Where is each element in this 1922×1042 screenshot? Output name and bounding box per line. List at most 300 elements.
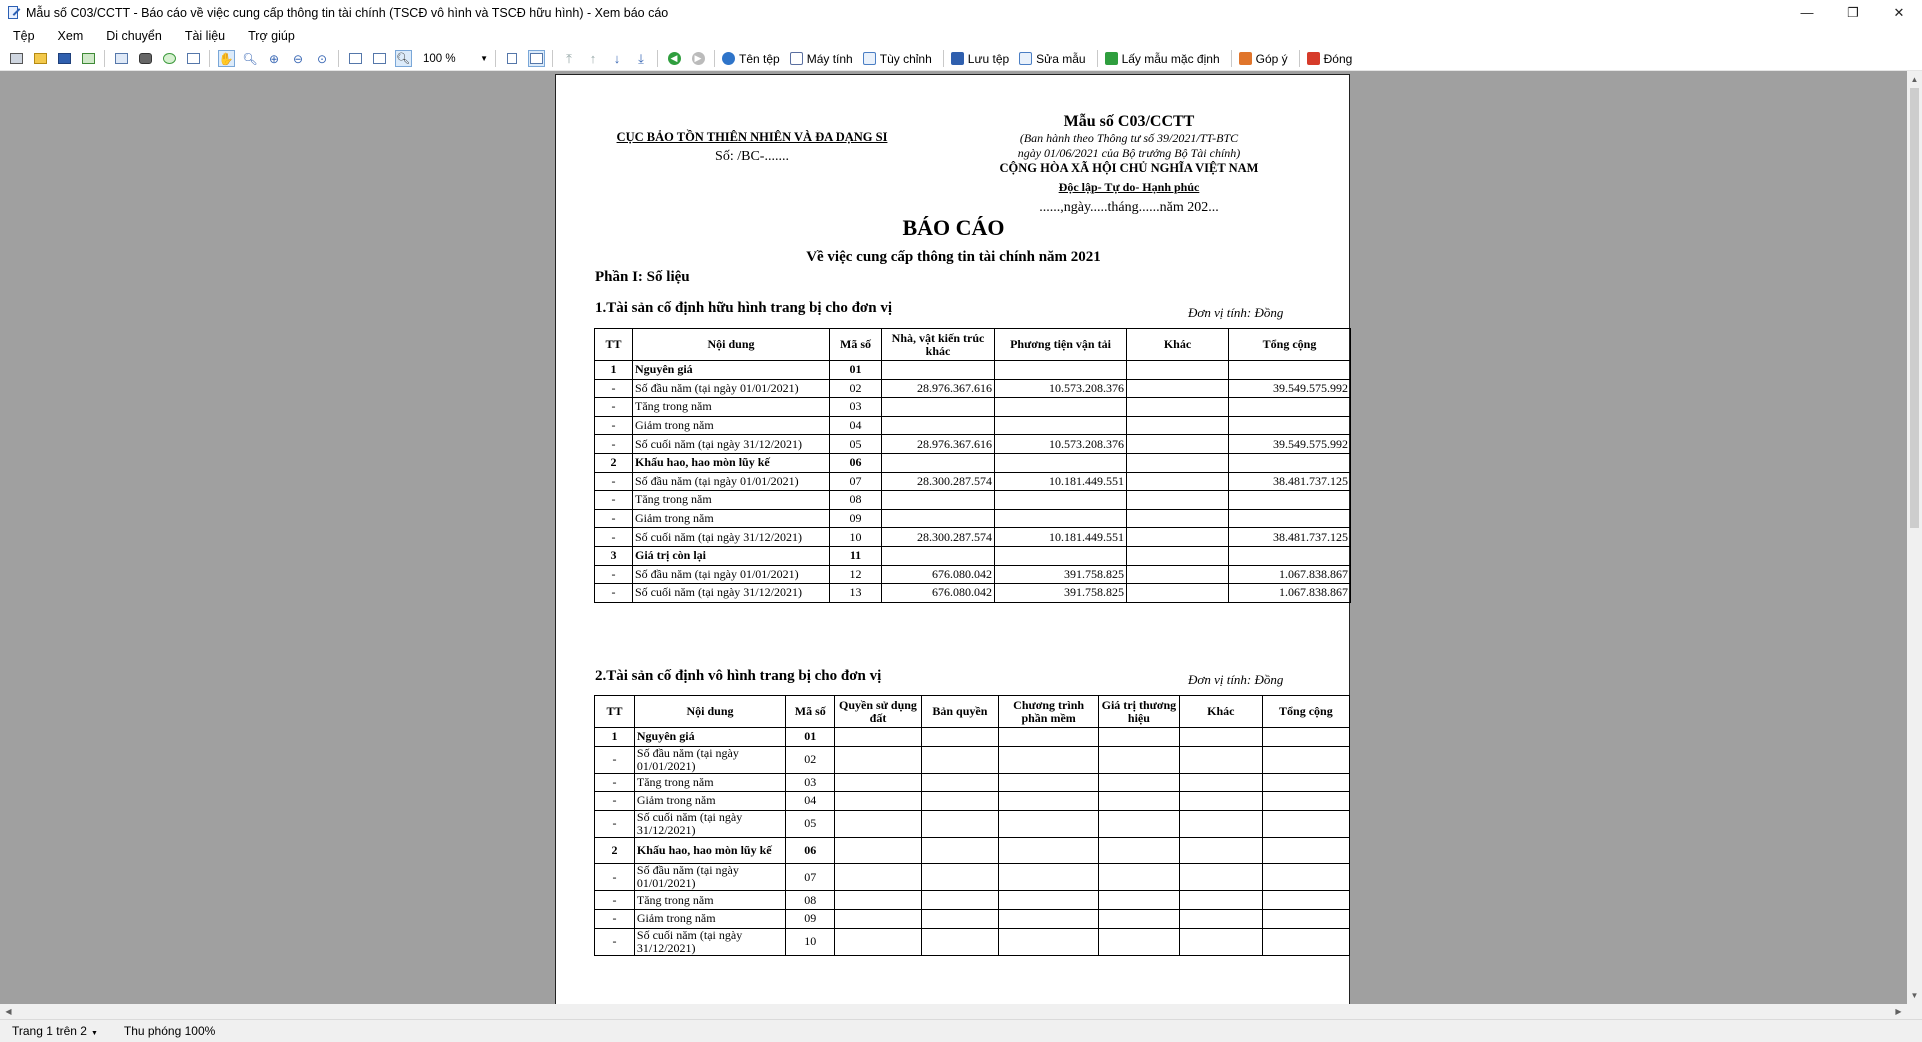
back-icon[interactable]: ◀: [666, 50, 683, 67]
organization-name: CỤC BẢO TỒN THIÊN NHIÊN VÀ ĐA DẠNG SI: [616, 130, 888, 144]
row-tt: -: [595, 398, 633, 417]
report-viewer-app-icon: [6, 6, 20, 20]
toolbar-separator: [552, 50, 553, 67]
row-tt: -: [595, 584, 633, 603]
row-other-value: [1127, 379, 1229, 398]
scroll-right-icon[interactable]: ▶: [1895, 1007, 1902, 1016]
row-value-cell: [1179, 928, 1262, 955]
hand-tool-icon[interactable]: ✋: [218, 51, 234, 66]
col-header-code: Mã số: [786, 696, 835, 728]
row-code: 04: [786, 792, 835, 811]
row-content: Tăng trong năm: [633, 398, 830, 417]
table-row: [595, 379, 1351, 398]
row-total-value: 39.549.575.992: [1229, 435, 1351, 454]
row-other-value: [1127, 546, 1229, 565]
menu-bar: [0, 25, 1922, 47]
row-tt: 2: [595, 453, 633, 472]
row-value-cell: [999, 810, 1099, 837]
table-row: [595, 472, 1351, 491]
row-value-cell: [1098, 891, 1179, 910]
row-content: Nguyên giá: [633, 361, 830, 380]
row-tt: -: [595, 565, 633, 584]
row-value-cell: [999, 837, 1099, 864]
row-code: 09: [830, 509, 882, 528]
table-row: [595, 810, 1350, 837]
row-code: 07: [830, 472, 882, 491]
row-total-value: [1229, 361, 1351, 380]
row-buildings-value: [882, 398, 995, 417]
row-content: Số cuối năm (tại ngày 31/12/2021): [633, 435, 830, 454]
col-header-land-use-rights: Quyền sử dụng đất: [835, 696, 921, 728]
row-tt: 3: [595, 546, 633, 565]
row-content: Giảm trong năm: [634, 792, 785, 811]
minimize-button[interactable]: —: [1800, 5, 1814, 20]
row-value-cell: [999, 746, 1099, 773]
row-code: 01: [830, 361, 882, 380]
save-file-label: Lưu tệp: [967, 51, 1010, 66]
row-value-cell: [1179, 810, 1262, 837]
row-value-cell: [999, 928, 1099, 955]
row-value-cell: [1179, 864, 1262, 891]
row-tt: 2: [595, 837, 635, 864]
megaphone-icon: [1239, 52, 1252, 65]
row-tt: -: [595, 909, 635, 928]
row-value-cell: [835, 746, 921, 773]
row-value-cell: [835, 864, 921, 891]
row-other-value: [1127, 398, 1229, 417]
row-tt: 1: [595, 361, 633, 380]
table-row: [595, 928, 1350, 955]
row-content: Số cuối năm (tại ngày 31/12/2021): [633, 528, 830, 547]
table-row: [595, 746, 1350, 773]
thumbnails-icon[interactable]: [113, 50, 130, 67]
col-header-vehicles: Phương tiện vận tải: [995, 329, 1127, 361]
vertical-scrollbar[interactable]: [1907, 71, 1922, 1004]
row-value-cell: [1262, 928, 1349, 955]
edit-template-label: Sửa mẫu: [1036, 51, 1086, 66]
row-content: Khấu hao, hao mòn lũy kế: [634, 837, 785, 864]
row-value-cell: [921, 928, 999, 955]
row-code: 04: [830, 416, 882, 435]
row-code: 08: [786, 891, 835, 910]
table-row: [595, 864, 1350, 891]
row-value-cell: [1262, 792, 1349, 811]
table-row: [595, 435, 1351, 454]
row-content: Tăng trong năm: [633, 491, 830, 510]
report-date: ......,ngày.....tháng......năm 202...: [1039, 200, 1219, 215]
zoom-region-icon[interactable]: ⊙: [316, 51, 328, 66]
toolbar-separator: [1299, 50, 1300, 67]
row-buildings-value: [882, 453, 995, 472]
col-header-buildings: Nhà, vật kiến trúc khác: [882, 329, 995, 361]
scrollbar-corner: [1907, 1004, 1922, 1019]
row-tt: -: [595, 416, 633, 435]
row-vehicles-value: 10.573.208.376: [995, 435, 1127, 454]
row-buildings-value: [882, 546, 995, 565]
row-value-cell: [921, 837, 999, 864]
row-tt: -: [595, 773, 635, 792]
fit-width-icon[interactable]: [347, 50, 364, 67]
menu-help[interactable]: Trợ giúp: [248, 29, 295, 43]
row-vehicles-value: [995, 453, 1127, 472]
issued-line-1: (Ban hành theo Thông tư số 39/2021/TT-BTC: [1019, 131, 1239, 145]
row-vehicles-value: 10.573.208.376: [995, 379, 1127, 398]
document-number: Số: /BC-.......: [715, 149, 789, 164]
row-code: 09: [786, 909, 835, 928]
toolbar-separator: [338, 50, 339, 67]
row-value-cell: [1179, 837, 1262, 864]
intangible-assets-table: [594, 695, 1350, 956]
edit-icon: [1019, 52, 1032, 65]
row-value-cell: [999, 891, 1099, 910]
row-other-value: [1127, 565, 1229, 584]
row-value-cell: [835, 928, 921, 955]
row-value-cell: [921, 891, 999, 910]
file-name-button[interactable]: [719, 49, 783, 68]
row-vehicles-value: [995, 361, 1127, 380]
first-page-icon[interactable]: ⤒: [566, 50, 572, 66]
zoom-in-icon[interactable]: ⊕: [268, 51, 280, 66]
customize-label: Tùy chỉnh: [879, 51, 932, 66]
row-other-value: [1127, 453, 1229, 472]
table-row: [595, 416, 1351, 435]
report-title: BÁO CÁO: [902, 215, 1005, 240]
row-other-value: [1127, 528, 1229, 547]
row-code: 03: [830, 398, 882, 417]
row-buildings-value: 28.300.287.574: [882, 472, 995, 491]
row-value-cell: [999, 864, 1099, 891]
col-header-content: Nội dung: [634, 696, 785, 728]
close-label: Đóng: [1323, 51, 1353, 66]
row-value-cell: [1098, 792, 1179, 811]
row-content: Số cuối năm (tại ngày 31/12/2021): [633, 584, 830, 603]
customize-button[interactable]: [860, 49, 935, 68]
document-icon: [790, 52, 803, 65]
row-buildings-value: 28.300.287.574: [882, 528, 995, 547]
row-tt: -: [595, 435, 633, 454]
row-value-cell: [835, 728, 921, 747]
row-value-cell: [835, 909, 921, 928]
row-total-value: [1229, 398, 1351, 417]
row-content: Khấu hao, hao mòn lũy kế: [633, 453, 830, 472]
col-header-copyright: Bản quyền: [921, 696, 999, 728]
row-tt: 1: [595, 728, 635, 747]
row-code: 12: [830, 565, 882, 584]
window-controls: [1784, 0, 1922, 25]
row-other-value: [1127, 584, 1229, 603]
row-value-cell: [1262, 864, 1349, 891]
section-1-heading: 1.Tài sản cố định hữu hình trang bị cho đơn vị: [595, 300, 892, 316]
zoom-value: 100 %: [423, 52, 456, 65]
maximize-button[interactable]: ❐: [1847, 4, 1859, 20]
refresh-icon[interactable]: [161, 50, 178, 67]
row-other-value: [1127, 491, 1229, 510]
col-header-other: Khác: [1127, 329, 1229, 361]
row-content: Tăng trong năm: [634, 773, 785, 792]
toolbar-separator: [1231, 50, 1232, 67]
row-value-cell: [1098, 864, 1179, 891]
row-value-cell: [1098, 810, 1179, 837]
row-value-cell: [1262, 746, 1349, 773]
chevron-down-icon: ▼: [480, 54, 488, 63]
window-title: Mẫu số C03/CCTT - Báo cáo về việc cung cấp thông tin tài chính (TSCĐ vô hình và TSCĐ hữu hình) - Xem báo cáo: [26, 5, 669, 20]
table-row: [595, 891, 1350, 910]
row-code: 10: [830, 528, 882, 547]
scroll-left-icon[interactable]: ◀: [5, 1007, 12, 1016]
unit-label-1: Đơn vị tính: Đồng: [1188, 305, 1284, 320]
row-other-value: [1127, 509, 1229, 528]
row-vehicles-value: [995, 416, 1127, 435]
info-icon: [722, 52, 735, 65]
row-total-value: 38.481.737.125: [1229, 472, 1351, 491]
row-content: Số đầu năm (tại ngày 01/01/2021): [633, 472, 830, 491]
row-value-cell: [835, 773, 921, 792]
row-value-cell: [1262, 728, 1349, 747]
row-value-cell: [1179, 728, 1262, 747]
menu-navigate[interactable]: Di chuyển: [106, 29, 162, 43]
row-tt: -: [595, 509, 633, 528]
row-vehicles-value: 391.758.825: [995, 565, 1127, 584]
report-page: [555, 74, 1350, 1004]
open-folder-icon[interactable]: [32, 50, 49, 67]
row-total-value: 38.481.737.125: [1229, 528, 1351, 547]
row-vehicles-value: [995, 398, 1127, 417]
row-buildings-value: [882, 491, 995, 510]
close-button[interactable]: [1304, 49, 1356, 68]
row-code: 13: [830, 584, 882, 603]
forward-icon[interactable]: ▶: [690, 50, 707, 67]
vertical-scroll-thumb[interactable]: [1910, 88, 1919, 528]
row-tt: -: [595, 379, 633, 398]
row-code: 03: [786, 773, 835, 792]
zoom-out-icon[interactable]: ⊖: [292, 51, 304, 66]
table-row: [595, 909, 1350, 928]
row-code: 11: [830, 546, 882, 565]
row-value-cell: [921, 792, 999, 811]
row-buildings-value: [882, 509, 995, 528]
scroll-down-icon[interactable]: ▼: [1910, 991, 1919, 1000]
power-icon: [1307, 52, 1320, 65]
page-indicator[interactable]: [12, 1024, 98, 1038]
row-tt: -: [595, 810, 635, 837]
row-content: Giảm trong năm: [633, 509, 830, 528]
save-icon[interactable]: [56, 50, 73, 67]
table-row: [595, 792, 1350, 811]
row-total-value: 39.549.575.992: [1229, 379, 1351, 398]
page-setup-icon[interactable]: [185, 50, 202, 67]
find-icon[interactable]: [137, 50, 154, 67]
fit-page-icon[interactable]: [371, 50, 388, 67]
row-content: Nguyên giá: [634, 728, 785, 747]
default-template-button[interactable]: [1102, 49, 1223, 68]
report-subtitle: Về việc cung cấp thông tin tài chính năm 2021: [806, 249, 1101, 265]
row-total-value: [1229, 453, 1351, 472]
col-header-content: Nội dung: [633, 329, 830, 361]
table-row: [595, 528, 1351, 547]
toolbar-separator: [943, 50, 944, 67]
undo-icon: [1105, 52, 1118, 65]
close-window-button[interactable]: ✕: [1893, 4, 1905, 20]
continuous-page-icon[interactable]: [528, 50, 545, 67]
print-icon[interactable]: [8, 50, 25, 67]
row-value-cell: [1098, 909, 1179, 928]
row-code: 02: [830, 379, 882, 398]
row-value-cell: [835, 891, 921, 910]
row-content: Số đầu năm (tại ngày 01/01/2021): [633, 565, 830, 584]
save-file-button[interactable]: [948, 49, 1012, 68]
section-2-heading: 2.Tài sản cố định vô hình trang bị cho đơn vị: [595, 668, 882, 684]
floppy-icon: [951, 52, 964, 65]
row-value-cell: [921, 864, 999, 891]
next-page-icon[interactable]: ↓: [613, 51, 621, 66]
row-total-value: [1229, 546, 1351, 565]
nation-name: CỘNG HÒA XÃ HỘI CHỦ NGHĨA VIỆT NAM: [999, 161, 1259, 175]
unit-label-2: Đơn vị tính: Đồng: [1188, 672, 1284, 687]
row-value-cell: [1098, 773, 1179, 792]
table-row: [595, 837, 1350, 864]
row-value-cell: [1098, 928, 1179, 955]
zoom-status: Thu phóng 100%: [123, 1024, 216, 1038]
row-value-cell: [835, 810, 921, 837]
row-buildings-value: 28.976.367.616: [882, 379, 995, 398]
header-right: [946, 113, 1312, 216]
table-row: [595, 361, 1351, 380]
row-value-cell: [1098, 728, 1179, 747]
row-value-cell: [921, 746, 999, 773]
row-value-cell: [1179, 792, 1262, 811]
report-viewer[interactable]: [0, 71, 1907, 1004]
feedback-button[interactable]: [1236, 49, 1291, 68]
row-value-cell: [1262, 773, 1349, 792]
toolbar-separator: [1097, 50, 1098, 67]
zoom-icon[interactable]: 🔍︎: [242, 51, 258, 66]
row-value-cell: [921, 810, 999, 837]
row-value-cell: [1262, 837, 1349, 864]
row-total-value: [1229, 416, 1351, 435]
actual-size-icon[interactable]: 🔍︎: [395, 50, 412, 67]
row-other-value: [1127, 472, 1229, 491]
scroll-up-icon[interactable]: ▲: [1910, 75, 1919, 84]
feedback-label: Góp ý: [1255, 51, 1288, 66]
toolbar: [0, 47, 1922, 71]
row-content: Giảm trong năm: [634, 909, 785, 928]
row-tt: -: [595, 472, 633, 491]
row-tt: -: [595, 864, 635, 891]
row-content: Giảm trong năm: [633, 416, 830, 435]
toolbar-separator: [495, 50, 496, 67]
issued-line-2: ngày 01/06/2021 của Bộ trưởng Bộ Tài chính): [1017, 146, 1241, 160]
horizontal-scrollbar[interactable]: [0, 1004, 1907, 1019]
previous-page-icon[interactable]: ↑: [589, 51, 597, 66]
toolbar-separator: [657, 50, 658, 67]
row-value-cell: [1262, 909, 1349, 928]
row-vehicles-value: [995, 509, 1127, 528]
toolbar-separator: [104, 50, 105, 67]
row-value-cell: [999, 792, 1099, 811]
row-vehicles-value: 10.181.449.551: [995, 528, 1127, 547]
row-code: 08: [830, 491, 882, 510]
row-value-cell: [835, 792, 921, 811]
computer-label: Máy tính: [806, 51, 853, 66]
row-code: 05: [786, 810, 835, 837]
table-header-row: [595, 696, 1350, 728]
col-header-brand-value: Giá trị thương hiệu: [1098, 696, 1179, 728]
table-row: [595, 453, 1351, 472]
zoom-select[interactable]: [419, 50, 491, 67]
row-other-value: [1127, 416, 1229, 435]
last-page-icon[interactable]: ⤓: [638, 50, 644, 66]
row-total-value: [1229, 509, 1351, 528]
toolbar-separator: [714, 50, 715, 67]
table-row: [595, 509, 1351, 528]
status-bar: [0, 1019, 1922, 1042]
row-value-cell: [1179, 746, 1262, 773]
row-vehicles-value: [995, 546, 1127, 565]
col-header-tt: TT: [595, 329, 633, 361]
col-header-total: Tổng cộng: [1229, 329, 1351, 361]
row-code: 10: [786, 928, 835, 955]
row-content: Số cuối năm (tại ngày 31/12/2021): [634, 928, 785, 955]
table-row: [595, 565, 1351, 584]
customize-icon: [863, 52, 876, 65]
row-vehicles-value: [995, 491, 1127, 510]
col-header-total: Tổng cộng: [1262, 696, 1349, 728]
row-value-cell: [1179, 773, 1262, 792]
row-tt: -: [595, 928, 635, 955]
row-vehicles-value: 10.181.449.551: [995, 472, 1127, 491]
row-value-cell: [999, 909, 1099, 928]
row-other-value: [1127, 435, 1229, 454]
row-buildings-value: [882, 416, 995, 435]
row-value-cell: [835, 837, 921, 864]
row-other-value: [1127, 361, 1229, 380]
row-buildings-value: 676.080.042: [882, 584, 995, 603]
menu-view[interactable]: Xem: [57, 29, 84, 43]
table-row: [595, 728, 1350, 747]
row-tt: -: [595, 491, 633, 510]
export-icon[interactable]: [80, 50, 97, 67]
row-tt: -: [595, 792, 635, 811]
row-content: Số đầu năm (tại ngày 01/01/2021): [634, 864, 785, 891]
row-code: 06: [830, 453, 882, 472]
row-value-cell: [921, 728, 999, 747]
single-page-icon[interactable]: [504, 50, 521, 67]
col-header-tt: TT: [595, 696, 635, 728]
form-number: Mẫu số C03/CCTT: [1063, 113, 1195, 130]
computer-button[interactable]: [787, 49, 856, 68]
menu-file[interactable]: Tệp: [13, 29, 35, 43]
national-motto: Độc lập- Tự do- Hạnh phúc: [1058, 180, 1200, 194]
row-buildings-value: 676.080.042: [882, 565, 995, 584]
row-code: 02: [786, 746, 835, 773]
row-content: Số đầu năm (tại ngày 01/01/2021): [633, 379, 830, 398]
row-value-cell: [999, 728, 1099, 747]
menu-document[interactable]: Tài liệu: [184, 29, 226, 43]
table-header-row: [595, 329, 1351, 361]
row-code: 06: [786, 837, 835, 864]
table-row: [595, 773, 1350, 792]
title-bar: [0, 0, 1922, 25]
edit-template-button[interactable]: [1016, 49, 1088, 68]
row-code: 07: [786, 864, 835, 891]
row-content: Tăng trong năm: [634, 891, 785, 910]
row-total-value: 1.067.838.867: [1229, 565, 1351, 584]
col-header-other: Khác: [1179, 696, 1262, 728]
row-value-cell: [1098, 746, 1179, 773]
col-header-software: Chương trình phần mềm: [999, 696, 1099, 728]
toolbar-separator: [209, 50, 210, 67]
row-value-cell: [921, 909, 999, 928]
